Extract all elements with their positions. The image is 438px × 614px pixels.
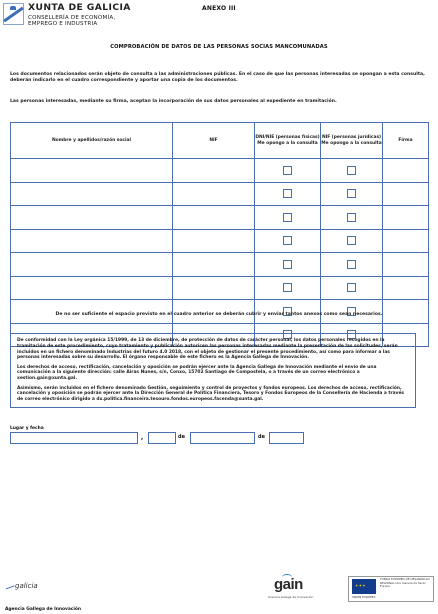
nif-cell[interactable] <box>173 276 255 300</box>
name-cell[interactable] <box>11 276 173 300</box>
data-protection-box <box>10 333 416 408</box>
table-row <box>11 229 429 253</box>
org-name: XUNTA DE GALICIA <box>28 2 131 13</box>
name-cell[interactable] <box>11 182 173 206</box>
nif-cell[interactable] <box>173 253 255 277</box>
oppose-checkbox[interactable] <box>347 213 356 222</box>
gain-logo: gain <box>274 576 303 593</box>
table-note: De no ser suficiente el espacio previsto en el cuadro anterior se deberán cubrir y enviar tantos anexos como sean necesarios. <box>55 312 383 317</box>
year-field[interactable] <box>269 432 304 444</box>
nif-legal-oppose-cell[interactable] <box>321 206 383 230</box>
signature-cell[interactable] <box>383 159 429 183</box>
dni-oppose-cell[interactable] <box>255 182 321 206</box>
intro-paragraph-2: Las personas interesadas, mediante su firma, aceptan la incorporación de sus datos personales al expediente en tramitación. <box>10 99 337 104</box>
dni-oppose-cell[interactable] <box>255 159 321 183</box>
department-name <box>28 15 115 28</box>
nif-cell[interactable] <box>173 206 255 230</box>
legal-paragraph-3: Asimismo, serán incluidos en el fichero denominado Gestión, seguimiento y control de proyectos y fondos europeos. Los derechos de acceso, rectificación, cancelación y oposición se podrán ejercer ante la Dirección General de Política Financiera, Tesoro y Fondos Europeos de la Consellería de Hacienda a través de correo electrónico dirigido a dx.politica.financeira.tesouro.fondos.europeos.facenda@xunta.gal. <box>17 385 405 403</box>
month-field[interactable] <box>190 432 255 444</box>
col-header-name: Nombre y apellidos/razón social <box>11 123 173 159</box>
oppose-checkbox[interactable] <box>347 283 356 292</box>
col-header-signature: Firma <box>383 123 429 159</box>
oppose-checkbox[interactable] <box>283 189 292 198</box>
name-cell[interactable] <box>11 206 173 230</box>
eu-flag-icon <box>352 579 376 594</box>
eu-fund-text: FONDO EUROPEO DE DESARROLLO REGIONAL Una manera de hacer Europa <box>380 577 430 589</box>
department-line-2: EMPREGO E INDUSTRIA <box>28 21 98 28</box>
dni-oppose-cell[interactable] <box>255 253 321 277</box>
col-header-nif-legal-oppose: NIF (personas jurídicas) Me opongo a la consulta <box>321 123 383 159</box>
de-separator-1: de <box>178 434 185 440</box>
department-line-1: CONSELLERÍA DE ECONOMÍA, <box>28 15 116 21</box>
nif-legal-oppose-cell[interactable] <box>321 182 383 206</box>
table-row <box>11 206 429 230</box>
table-body <box>11 159 429 347</box>
table-row <box>11 159 429 183</box>
gain-subtitle: Axencia Galega de Innovación <box>268 595 314 599</box>
intro-paragraph-1: Los documentos relacionados serán objeto de consulta a las administraciones públicas. En el caso de que las personas interesadas se opongan a esta consulta, deberán indicarlo en el cuadro correspondiente y aportar una copia de los documentos. <box>10 72 425 83</box>
eu-union-label: UNIÓN EUROPEA <box>352 595 376 599</box>
nif-legal-oppose-cell[interactable] <box>321 229 383 253</box>
oppose-checkbox[interactable] <box>347 260 356 269</box>
nif-legal-oppose-cell[interactable] <box>321 159 383 183</box>
galicia-flag-icon <box>3 3 24 25</box>
oppose-checkbox[interactable] <box>283 213 292 222</box>
dni-oppose-cell[interactable] <box>255 276 321 300</box>
document-title: COMPROBACIÓN DE DATOS DE LAS PERSONAS SOCIAS MANCOMUNADAS <box>110 44 328 50</box>
place-date-label: Lugar y fecha <box>10 426 44 431</box>
agency-name: Agencia Gallega de Innovación <box>5 607 82 612</box>
table-row <box>11 276 429 300</box>
signature-cell[interactable] <box>383 206 429 230</box>
annex-label: ANEXO III <box>202 5 236 12</box>
nif-legal-oppose-cell[interactable] <box>321 253 383 277</box>
dni-oppose-cell[interactable] <box>255 229 321 253</box>
signature-cell[interactable] <box>383 253 429 277</box>
signature-cell[interactable] <box>383 276 429 300</box>
name-cell[interactable] <box>11 253 173 277</box>
table-row <box>11 182 429 206</box>
nif-cell[interactable] <box>173 229 255 253</box>
oppose-checkbox[interactable] <box>347 236 356 245</box>
nif-legal-oppose-cell[interactable] <box>321 276 383 300</box>
oppose-checkbox[interactable] <box>283 283 292 292</box>
name-cell[interactable] <box>11 159 173 183</box>
col-header-nif: NIF <box>173 123 255 159</box>
legal-paragraph-2: Los derechos de acceso, rectificación, cancelación y oposición se podrán ejercer ante la Agencia Gallega de Innovación mediante el envío de una comunicación a la siguiente dirección: calle Airas Nunes, s/n, Conxo, 15702 Santiago de Compostela, o a través de un correo electrónico a xestion.gain@xunta.gal. <box>17 364 377 382</box>
nif-cell[interactable] <box>173 182 255 206</box>
table-header-row <box>11 123 429 159</box>
de-separator-2: de <box>258 434 265 440</box>
dni-oppose-cell[interactable] <box>255 206 321 230</box>
signature-cell[interactable] <box>383 229 429 253</box>
place-field[interactable] <box>10 432 138 444</box>
comma-separator: , <box>141 434 144 441</box>
oppose-checkbox[interactable] <box>283 260 292 269</box>
legal-paragraph-1: De conformidad con la Ley orgánica 15/1999, de 13 de diciembre, de protección de datos de carácter personal, los datos personales recogidos en la tramitación de este procedimiento, cuyo tratamiento y publicación autoricen las personas interesadas mediante la presentación de las solicitudes, serán incluidos en un fichero denominado Industrias del futuro 4.0 2018, con el objeto de gestionar el presente procedimiento, así como para informar a las personas interesadas sobre su desarrollo. El órgano responsable de este fichero es la Agencia Gallega de Innovación. <box>17 338 398 361</box>
oppose-checkbox[interactable] <box>347 189 356 198</box>
signature-cell[interactable] <box>383 182 429 206</box>
table-row <box>11 253 429 277</box>
name-cell[interactable] <box>11 229 173 253</box>
col-header-dni-oppose: DNI/NIE (personas físicas) Me opongo a la consulta <box>255 123 321 159</box>
oppose-checkbox[interactable] <box>283 166 292 175</box>
day-field[interactable] <box>148 432 176 444</box>
galicia-footer-logo: galicia <box>5 582 38 590</box>
nif-cell[interactable] <box>173 159 255 183</box>
oppose-checkbox[interactable] <box>347 166 356 175</box>
oppose-checkbox[interactable] <box>283 236 292 245</box>
